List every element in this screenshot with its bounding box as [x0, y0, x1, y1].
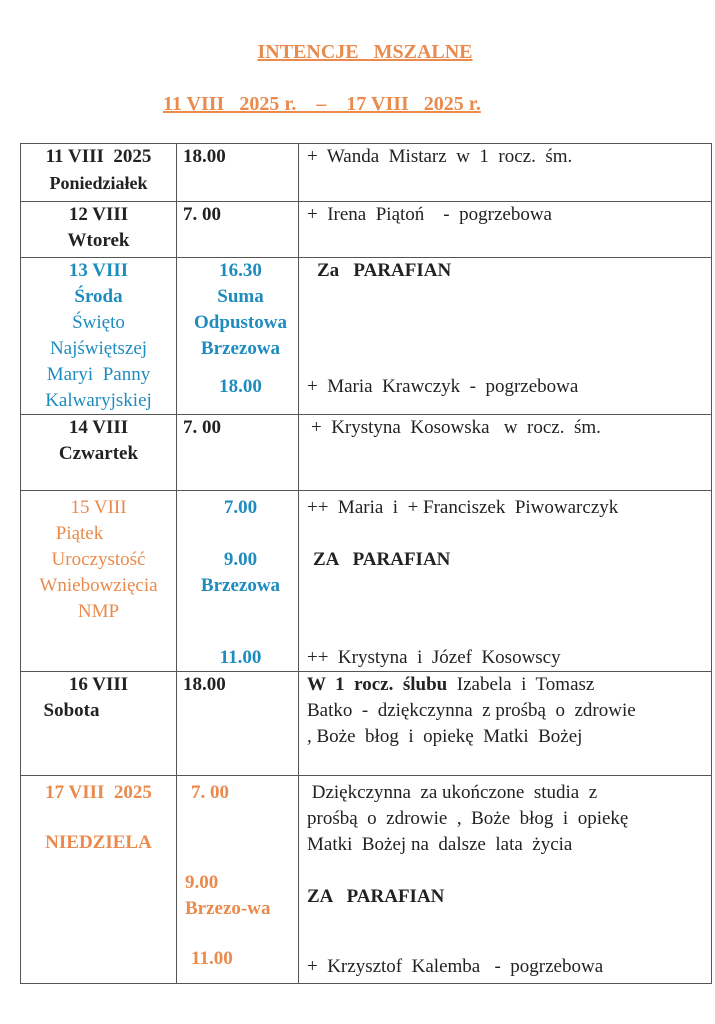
date-range: 11 VIII 2025 r. – 17 VIII 2025 r.	[163, 93, 481, 115]
day-name: Środa	[74, 286, 123, 307]
mass-note: Suma	[217, 286, 264, 307]
table-row-friday	[21, 491, 712, 672]
day-date: 17 VIII 2025	[45, 782, 152, 803]
day-cell	[21, 258, 177, 415]
mass-location: Brzezowa	[200, 338, 281, 359]
mass-time: 9.00	[185, 872, 219, 893]
mass-time: 11.00	[191, 948, 233, 969]
intention-text: ZA PARAFIAN	[313, 549, 451, 570]
intention-text: Batko - dziękczynna z prośbą o zdrowie	[307, 700, 636, 721]
day-cell	[21, 144, 177, 202]
day-date: 13 VIII	[68, 260, 129, 281]
day-cell	[21, 415, 177, 491]
intention-text: , Boże błog i opiekę Matki Bożej	[307, 726, 583, 747]
table-row-monday	[21, 144, 712, 202]
table-row-thursday	[21, 415, 712, 491]
mass-time: 7. 00	[183, 417, 221, 438]
day-name: Piątek	[55, 523, 104, 544]
mass-location: Brzezo-wa	[185, 898, 271, 919]
intention-text: + Irena Piątoń - pogrzebowa	[307, 204, 552, 225]
day-date: 16 VIII	[68, 674, 129, 695]
intention-text: ++ Maria i + Franciszek Piwowarczyk	[307, 497, 619, 518]
day-name: Czwartek	[58, 443, 139, 464]
mass-time: 18.00	[183, 674, 226, 695]
feast-line: Święto	[72, 312, 125, 333]
day-name: Sobota	[43, 700, 100, 721]
page-title: INTENCJE MSZALNE	[257, 41, 473, 63]
mass-time: 7. 00	[191, 782, 229, 803]
intention-cell	[299, 258, 712, 415]
day-cell	[21, 672, 177, 776]
feast-line: Uroczystość	[51, 549, 146, 570]
intention-text: + Krzysztof Kalemba - pogrzebowa	[307, 956, 604, 977]
intention-text: ZA PARAFIAN	[307, 886, 445, 907]
table-row-sunday	[21, 776, 712, 984]
day-cell	[21, 776, 177, 984]
time-cell	[177, 202, 299, 258]
mass-time: 9.00	[223, 549, 258, 570]
time-cell	[177, 258, 299, 415]
mass-time: 18.00	[219, 376, 262, 397]
day-date: 14 VIII	[68, 417, 129, 438]
intention-cell	[299, 672, 712, 776]
intention-text: Za PARAFIAN	[317, 260, 452, 281]
feast-line: Maryi Panny	[46, 364, 151, 385]
intention-cell	[299, 202, 712, 258]
intention-text: + Krystyna Kosowska w rocz. śm.	[311, 417, 601, 438]
intention-cell	[299, 491, 712, 672]
time-cell	[177, 144, 299, 202]
schedule-table	[20, 143, 712, 984]
day-cell	[21, 202, 177, 258]
table-row-saturday	[21, 672, 712, 776]
feast-line: Wniebowzięcia	[39, 575, 158, 596]
day-name: Wtorek	[67, 230, 130, 251]
time-cell	[177, 776, 299, 984]
mass-time: 7.00	[223, 497, 258, 518]
table-row-tuesday	[21, 202, 712, 258]
day-date: 12 VIII	[68, 204, 129, 225]
intention-text: + Wanda Mistarz w 1 rocz. śm.	[307, 146, 573, 167]
intention-text: Izabela i Tomasz	[447, 674, 595, 695]
intention-cell	[299, 776, 712, 984]
mass-location: Brzezowa	[200, 575, 281, 596]
intention-text: Dziękczynna za ukończone studia z	[307, 782, 598, 803]
feast-line: NMP	[77, 601, 120, 622]
table-row-wednesday	[21, 258, 712, 415]
time-cell	[177, 415, 299, 491]
day-name: NIEDZIELA	[45, 832, 152, 853]
intention-highlight: W 1 rocz. ślubu	[307, 674, 448, 695]
mass-time: 18.00	[183, 146, 226, 167]
mass-note: Odpustowa	[194, 312, 287, 333]
intention-cell	[299, 144, 712, 202]
time-cell	[177, 672, 299, 776]
time-cell	[177, 491, 299, 672]
intention-text: ++ Krystyna i Józef Kosowscy	[307, 647, 561, 668]
mass-time: 16.30	[219, 260, 262, 281]
intention-text: prośbą o zdrowie , Boże błog i opiekę	[307, 808, 629, 829]
day-name: Poniedziałek	[49, 173, 148, 193]
feast-line: Najświętszej	[49, 338, 148, 359]
mass-time: 7. 00	[183, 204, 221, 225]
mass-time: 11.00	[219, 647, 262, 668]
day-cell	[21, 491, 177, 672]
day-date: 15 VIII	[70, 497, 127, 518]
feast-line: Kalwaryjskiej	[45, 390, 152, 411]
intention-cell	[299, 415, 712, 491]
intention-text: + Maria Krawczyk - pogrzebowa	[307, 376, 579, 397]
intention-text: Matki Bożej na dalsze lata życia	[307, 834, 573, 855]
day-date: 11 VIII 2025	[45, 146, 152, 167]
